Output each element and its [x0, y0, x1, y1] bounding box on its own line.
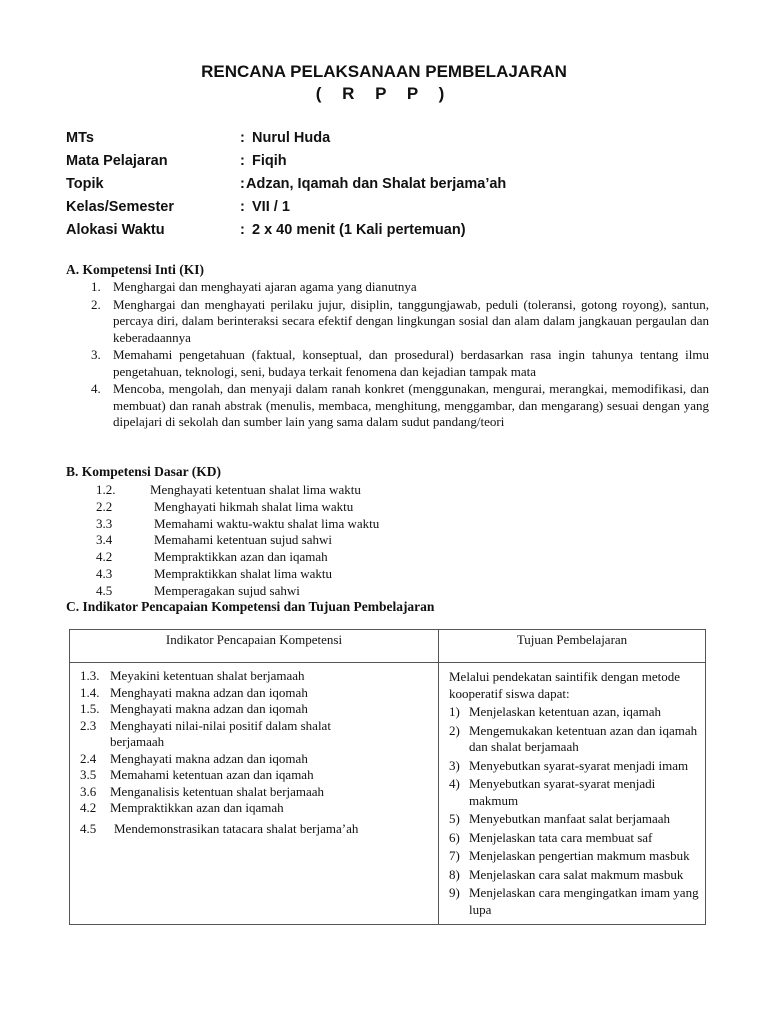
item-number: 3.5 — [80, 767, 97, 782]
info-colon: : — [240, 176, 245, 192]
item-number: 2) — [449, 722, 460, 738]
item-number: 1.4. — [80, 684, 100, 700]
item-number: 4.5 — [96, 582, 113, 598]
item-number: 2.2 — [96, 498, 113, 514]
list-item — [96, 549, 379, 566]
item-text: Memahami ketentuan azan dan iqamah — [110, 767, 314, 782]
item-text: Menghayati hikmah shalat lima waktu — [154, 498, 354, 514]
info-label: Kelas/Semester — [66, 199, 175, 215]
item-text: Menganalisis ketentuan shalat berjamaah — [110, 783, 325, 799]
item-number: 1. — [91, 279, 101, 294]
item-text: Menjelaskan pengertian makmum masbuk — [469, 848, 690, 863]
indicator-cell — [70, 663, 439, 925]
list-item — [96, 566, 379, 583]
item-text: Menghargai dan menghayati ajaran agama yang dianutnya — [113, 279, 417, 294]
list-item — [449, 848, 701, 865]
table-header-row — [70, 630, 706, 663]
item-text: Mempraktikkan shalat lima waktu — [154, 565, 332, 581]
info-value: Nurul Huda — [252, 130, 331, 146]
list-item — [449, 758, 701, 775]
item-number: 3) — [449, 757, 460, 773]
item-number: 2. — [91, 296, 101, 312]
column-header-indicators: Indikator Pencapaian Kompetensi — [70, 630, 439, 663]
identity-block — [66, 130, 706, 245]
item-number: 1.3. — [80, 668, 100, 683]
item-text: Menyebutkan syarat-syarat menjadi makmum — [469, 776, 656, 808]
item-number: 2.3 — [80, 717, 97, 733]
list-item — [91, 297, 709, 347]
info-value: Fiqih — [252, 153, 287, 169]
item-text: Menghayati makna adzan dan iqomah — [110, 684, 308, 700]
item-text: Mempraktikkan azan dan iqamah — [110, 800, 284, 815]
info-row-time — [66, 222, 706, 245]
info-row-class — [66, 199, 706, 222]
item-text: Memahami ketentuan sujud sahwi — [154, 532, 332, 548]
item-number: 1.2. — [96, 482, 116, 497]
item-text: Menjelaskan tata cara membuat saf — [469, 829, 653, 845]
list-item — [449, 811, 701, 828]
info-colon: : — [240, 153, 245, 169]
list-item — [80, 800, 438, 817]
item-text: Memahami waktu-waktu shalat lima waktu — [154, 515, 380, 531]
list-item — [91, 381, 709, 431]
info-colon: : — [240, 222, 245, 238]
indicator-table — [69, 629, 706, 925]
list-item — [80, 821, 438, 838]
item-number: 8) — [449, 866, 460, 882]
document-title: RENCANA PELAKSANAAN PEMBELAJARAN — [201, 62, 567, 81]
item-text: Mendemonstrasikan tatacara shalat berjama’ah — [114, 820, 359, 836]
item-text: Mencoba, mengolah, dan menyaji dalam ranah konkret (menggunakan, mengurai, merangkai, memodifikasi, dan membuat) dan ranah abstrak (menulis, membaca, menghitung, menggambar, dan mengarang) sesuai dengan yang dipelajari di sekolah dan sumber lain yang sama dalam sudut pandang/teori — [113, 381, 709, 429]
goals-cell — [439, 663, 706, 925]
info-label: Alokasi Waktu — [66, 222, 165, 238]
item-text: Menjelaskan cara salat makmum masbuk — [469, 866, 684, 882]
item-text: Menyebutkan syarat-syarat menjadi imam — [469, 757, 689, 773]
item-number: 9) — [449, 885, 460, 900]
list-item — [449, 704, 701, 721]
list-item — [449, 830, 701, 847]
item-text: Mengemukakan ketentuan azan dan iqamah dan shalat berjamaah — [469, 722, 698, 754]
list-item — [80, 718, 380, 751]
goals-intro: Melalui pendekatan saintifik dengan metode kooperatif siswa dapat: — [449, 669, 681, 701]
info-value: 2 x 40 menit (1 Kali pertemuan) — [252, 222, 466, 238]
list-item — [80, 668, 438, 685]
item-number: 7) — [449, 848, 460, 863]
item-text: Menyebutkan manfaat salat berjamaah — [469, 811, 671, 826]
item-number: 3.3 — [96, 515, 113, 531]
item-number: 4. — [91, 381, 101, 396]
column-header-goals: Tujuan Pembelajaran — [439, 630, 706, 663]
item-number: 4.2 — [80, 800, 97, 815]
info-value: Adzan, Iqamah dan Shalat berjama’ah — [246, 176, 507, 192]
item-number: 1.5. — [80, 701, 100, 716]
list-item — [96, 499, 379, 516]
list-item — [96, 482, 379, 499]
section-a-heading: A. Kompetensi Inti (KI) — [66, 262, 204, 277]
item-text: Meyakini ketentuan shalat berjamaah — [110, 668, 305, 683]
info-colon: : — [240, 199, 245, 215]
list-item — [449, 723, 701, 756]
item-number: 2.4 — [80, 750, 97, 766]
list-item — [449, 867, 701, 884]
info-row-subject — [66, 153, 706, 176]
list-item — [80, 751, 438, 768]
item-number: 3.4 — [96, 532, 113, 548]
list-item — [91, 347, 709, 380]
list-item — [80, 701, 438, 718]
list-item — [449, 885, 701, 918]
item-text: Menghayati makna adzan dan iqomah — [110, 701, 308, 716]
info-label: Topik — [66, 176, 104, 192]
list-item — [80, 767, 438, 784]
info-colon: : — [240, 130, 245, 146]
item-number: 1) — [449, 704, 460, 719]
ki-list — [91, 279, 709, 432]
item-text: Menghayati nilai-nilai positif dalam shalat berjamaah — [110, 717, 331, 749]
item-text: Menjelaskan cara mengingatkan imam yang lupa — [469, 885, 699, 917]
list-item — [96, 583, 379, 600]
item-text: Menghayati makna adzan dan iqomah — [110, 750, 308, 766]
list-item — [96, 516, 379, 533]
list-item — [80, 685, 438, 702]
item-text: Menghargai dan menghayati perilaku jujur, disiplin, tanggungjawab, peduli (toleransi, gotong royong), santun, percaya diri, dalam berinteraksi secara efektif dengan lingkungan sosial dan alam dalam jangkauan pergaulan dan keberadaannya — [113, 296, 709, 345]
list-item — [449, 776, 701, 809]
kd-list — [96, 482, 379, 600]
item-number: 4.2 — [96, 549, 113, 565]
table-row — [70, 663, 706, 925]
info-value: VII / 1 — [252, 199, 290, 215]
item-number: 5) — [449, 811, 460, 826]
document-subtitle: ( R P P ) — [315, 84, 453, 103]
section-c-heading: C. Indikator Pencapaian Kompetensi dan Tujuan Pembelajaran — [66, 599, 435, 614]
list-item — [91, 279, 709, 296]
item-number: 6) — [449, 829, 460, 845]
item-number: 4.5 — [80, 820, 97, 836]
item-number: 4) — [449, 776, 460, 791]
item-number: 4.3 — [96, 565, 113, 581]
list-item — [96, 532, 379, 549]
item-text: Memahami pengetahuan (faktual, konseptual, dan prosedural) berdasarkan rasa ingin tahunya tentang ilmu pengetahuan, teknologi, seni, budaya terkait fenomena dan kejadian tampak mata — [113, 347, 709, 379]
info-label: MTs — [66, 130, 94, 146]
list-item — [80, 784, 438, 801]
item-number: 3.6 — [80, 783, 97, 799]
item-text: Memperagakan sujud sahwi — [154, 582, 300, 598]
item-text: Mempraktikkan azan dan iqamah — [154, 549, 328, 565]
item-text: Menjelaskan ketentuan azan, iqamah — [469, 704, 662, 719]
section-b-heading: B. Kompetensi Dasar (KD) — [66, 464, 221, 479]
item-text: Menghayati ketentuan shalat lima waktu — [150, 482, 361, 497]
item-number: 3. — [91, 347, 101, 362]
info-row-school — [66, 130, 706, 153]
info-row-topic — [66, 176, 706, 199]
info-label: Mata Pelajaran — [66, 153, 168, 169]
